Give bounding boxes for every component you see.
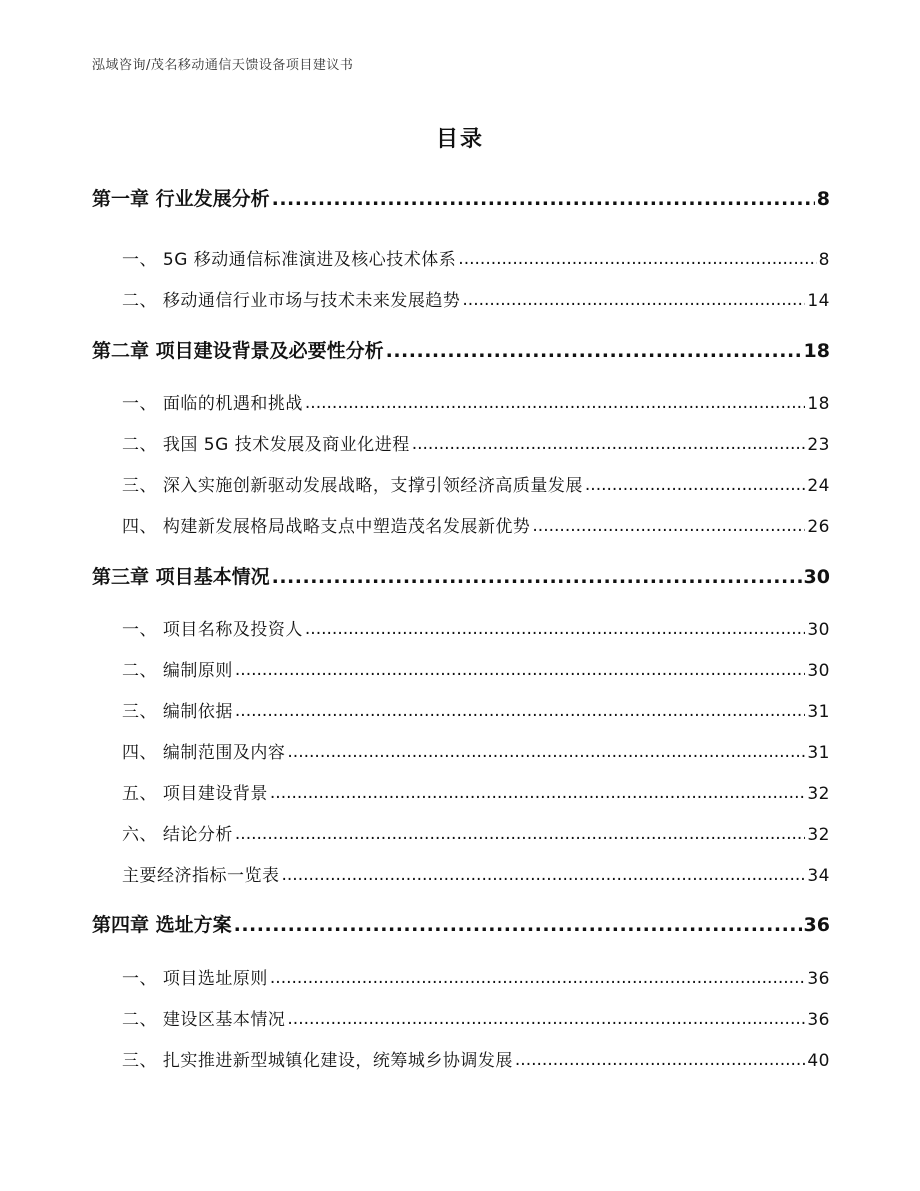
toc-entry-page: 8 — [816, 188, 830, 210]
dot-leader — [270, 779, 805, 805]
toc-entry-page: 23 — [807, 435, 830, 455]
toc-entry-page: 24 — [807, 476, 830, 496]
toc-entry[interactable] — [122, 861, 830, 887]
toc-entry-label: 一、 项目名称及投资人 — [122, 620, 303, 640]
toc-entry[interactable] — [122, 964, 830, 990]
dot-leader — [287, 1005, 805, 1031]
toc-entry-page: 36 — [807, 969, 830, 989]
toc-entry[interactable] — [122, 286, 830, 312]
page-header: 泓域咨询/茂名移动通信天馈设备项目建议书 — [92, 58, 354, 73]
dot-leader — [234, 910, 802, 938]
toc-entry[interactable] — [122, 1046, 830, 1072]
toc-entry-label: 二、 建设区基本情况 — [122, 1010, 286, 1030]
toc-entry-page: 36 — [807, 1010, 830, 1030]
toc-entry-label: 一、 面临的机遇和挑战 — [122, 394, 303, 414]
toc-entry[interactable] — [92, 910, 830, 938]
toc-entry[interactable] — [122, 245, 830, 271]
toc-entry[interactable] — [122, 471, 830, 497]
toc-entry-label: 第一章 行业发展分析 — [92, 188, 270, 210]
toc-entry[interactable] — [92, 336, 830, 364]
toc-entry[interactable] — [122, 430, 830, 456]
toc-entry-label: 一、 项目选址原则 — [122, 969, 268, 989]
toc-entry[interactable] — [122, 820, 830, 846]
dot-leader — [412, 430, 806, 456]
dot-leader — [458, 245, 816, 271]
dot-leader — [272, 562, 802, 590]
toc-entry[interactable] — [122, 389, 830, 415]
toc-entry[interactable] — [122, 615, 830, 641]
toc-entry-page: 14 — [807, 291, 830, 311]
toc-entry-label: 三、 深入实施创新驱动发展战略，支撑引领经济高质量发展 — [122, 476, 583, 496]
toc-entry[interactable] — [122, 656, 830, 682]
toc-title: 目录 — [435, 127, 484, 152]
dot-leader — [282, 861, 806, 887]
toc-entry-label: 第二章 项目建设背景及必要性分析 — [92, 340, 384, 362]
toc-entry-label: 三、 扎实推进新型城镇化建设，统筹城乡协调发展 — [122, 1051, 513, 1071]
toc-entry-page: 36 — [803, 914, 830, 936]
dot-leader — [270, 964, 805, 990]
toc-entry-label: 第四章 选址方案 — [92, 914, 232, 936]
toc-entry-label: 四、 编制范围及内容 — [122, 743, 286, 763]
toc-entry-page: 30 — [807, 661, 830, 681]
dot-leader — [585, 471, 805, 497]
toc-entry-page: 31 — [807, 702, 830, 722]
toc-entry-label: 第三章 项目基本情况 — [92, 566, 270, 588]
toc-entry-label: 六、 结论分析 — [122, 825, 233, 845]
dot-leader — [272, 184, 815, 212]
toc-entry-page: 26 — [807, 517, 830, 537]
dot-leader — [287, 738, 805, 764]
toc-entry-label: 二、 移动通信行业市场与技术未来发展趋势 — [122, 291, 461, 311]
toc-entry-label: 四、 构建新发展格局战略支点中塑造茂名发展新优势 — [122, 517, 531, 537]
dot-leader — [305, 389, 805, 415]
toc-entry[interactable] — [122, 512, 830, 538]
toc-entry-label: 一、 5G 移动通信标准演进及核心技术体系 — [122, 250, 457, 270]
dot-leader — [235, 820, 805, 846]
dot-leader — [386, 336, 802, 364]
toc-entry-page: 32 — [807, 825, 830, 845]
dot-leader — [235, 656, 805, 682]
toc-entry-label: 主要经济指标一览表 — [122, 866, 280, 886]
toc-entry-page: 30 — [807, 620, 830, 640]
toc-entry[interactable] — [122, 779, 830, 805]
dot-leader — [305, 615, 805, 641]
toc-entry[interactable] — [92, 184, 830, 212]
toc-entry-label: 二、 编制原则 — [122, 661, 233, 681]
toc-entry[interactable] — [122, 1005, 830, 1031]
toc-entry-page: 30 — [803, 566, 830, 588]
dot-leader — [532, 512, 805, 538]
toc-entry-label: 三、 编制依据 — [122, 702, 233, 722]
toc-entry-label: 五、 项目建设背景 — [122, 784, 268, 804]
dot-leader — [515, 1046, 805, 1072]
toc-entry-page: 31 — [807, 743, 830, 763]
dot-leader — [462, 286, 805, 312]
toc-entry-page: 18 — [807, 394, 830, 414]
toc-entry-page: 34 — [807, 866, 830, 886]
toc-entry-label: 二、 我国 5G 技术发展及商业化进程 — [122, 435, 410, 455]
toc-entry[interactable] — [122, 738, 830, 764]
toc-entry-page: 8 — [818, 250, 830, 270]
dot-leader — [235, 697, 805, 723]
toc-entry-page: 32 — [807, 784, 830, 804]
toc-entry-page: 18 — [803, 340, 830, 362]
toc-entry[interactable] — [122, 697, 830, 723]
toc-entry[interactable] — [92, 562, 830, 590]
toc-entry-page: 40 — [807, 1051, 830, 1071]
